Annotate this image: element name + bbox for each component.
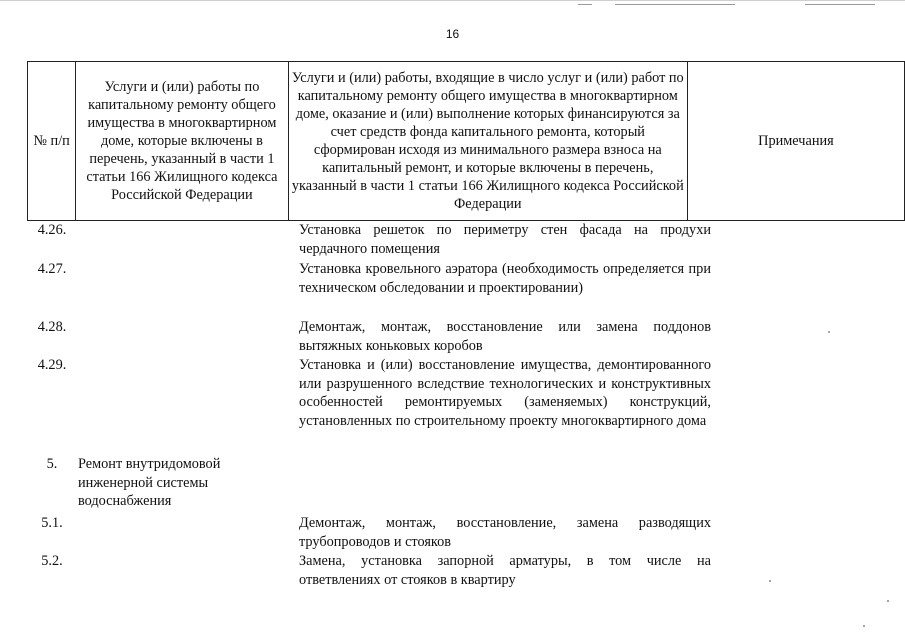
scan-top-edge (0, 0, 905, 1)
scan-mark (805, 4, 875, 5)
row-number: 4.28. (37, 319, 67, 335)
row-description: Замена, установка запорной арматуры, в том числе на ответвлениях от стояков в квартиру (299, 553, 711, 588)
row-description: Установка решеток по периметру стен фасада на продухи чердачного помещения (299, 222, 711, 257)
table-header (27, 61, 905, 221)
row-number: 5.1. (41, 515, 63, 531)
page-number: 16 (445, 27, 460, 41)
scan-speck (828, 331, 830, 333)
header-col-services: Услуги и (или) работы, входящие в число услуг и (или) работ по капитальному ремонту общего имущества в многоквартирном доме, оказание и (или) выполнение которых финансируются за счет средств фонда капитального ремонта, который сформирован исходя из минимального размера взноса на капитальный ремонт, и которые включены в перечень, указанный в части 1 статьи 166 Жилищного кодекса Российской Федерации (288, 62, 687, 221)
row-description: Установка кровельного аэратора (необходимость определяется при техническом обследовании и проектировании) (299, 261, 711, 296)
row-number: 4.29. (37, 357, 67, 373)
row-number: 4.27. (37, 261, 67, 277)
row-description: Установка и (или) восстановление имущества, демонтированного или разрушенного вследствие технологических и конструктивных особенностей ремонтируемых (заменяемых) конструкций, установленных по строительному проекту многоквартирного дома (299, 357, 711, 429)
row-number: 5.2. (41, 553, 63, 569)
header-col-works: Услуги и (или) работы по капитальному ремонту общего имущества в многоквартирном доме, которые включены в перечень, указанный в части 1 статьи 166 Жилищного кодекса Российской Федерации (76, 62, 289, 221)
row-work-name: Ремонт внутридомовой инженерной системы водоснабжения (78, 456, 221, 509)
scan-mark (578, 4, 592, 5)
row-number: 4.26. (37, 222, 67, 238)
row-description: Демонтаж, монтаж, восстановление, замена разводящих трубопроводов и стояков (299, 515, 711, 550)
scan-mark (615, 4, 735, 5)
row-description: Демонтаж, монтаж, восстановление или замена поддонов вытяжных коньковых коробов (299, 319, 711, 354)
header-col-notes: Примечания (687, 62, 904, 221)
scan-speck (769, 580, 771, 582)
scan-speck (887, 600, 889, 602)
scan-speck (863, 625, 865, 627)
header-col-number: № п/п (28, 62, 76, 221)
row-number: 5. (46, 456, 58, 472)
